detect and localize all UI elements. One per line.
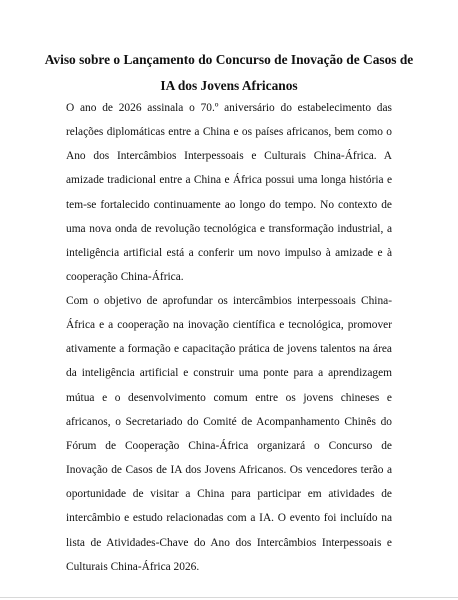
paragraph-anniversary: O ano de 2026 assinala o 70.º aniversário do estabelecimento das relações diplomáticas entre a China e os países africanos, bem como o Ano dos Intercâmbios Interpessoais e Culturais China-África. A amizade tradicional entre a China e África possui uma longa história e tem-se fortalecido continuamente ao longo do tempo. No contexto de uma nova onda de revolução tecnológica e transformação industrial, a inteligência artificial está a conferir um novo impulso à amizade e à cooperação China-África. [66, 102, 392, 284]
paragraph-contest-objective: Com o objetivo de aprofundar os intercâmbios interpessoais China-África e a cooperação na inovação científica e tecnológica, promover ativamente a formação e capacitação prática de jovens talentos na área da inteligência artificial e construir uma ponte para a aprendizagem mútua e o desenvolvimento comum entre os jovens chineses e africanos, o Secretariado do Comité de Acompanhamento Chinês do Fórum de Cooperação China-África organizará o Concurso de Inovação de Casos de IA dos Jovens Africanos. Os vencedores terão a oportunidade de visitar a China para participar em atividades de intercâmbio e estudo relacionadas com a IA. O evento foi incluído na lista de Atividades-Chave do Ano dos Intercâmbios Interpessoais e Culturais China-África 2026. [66, 295, 392, 573]
document-title: Aviso sobre o Lançamento do Concurso de Inovação de Casos de IA dos Jovens Africanos [44, 52, 414, 93]
page-bottom-divider [0, 597, 458, 598]
